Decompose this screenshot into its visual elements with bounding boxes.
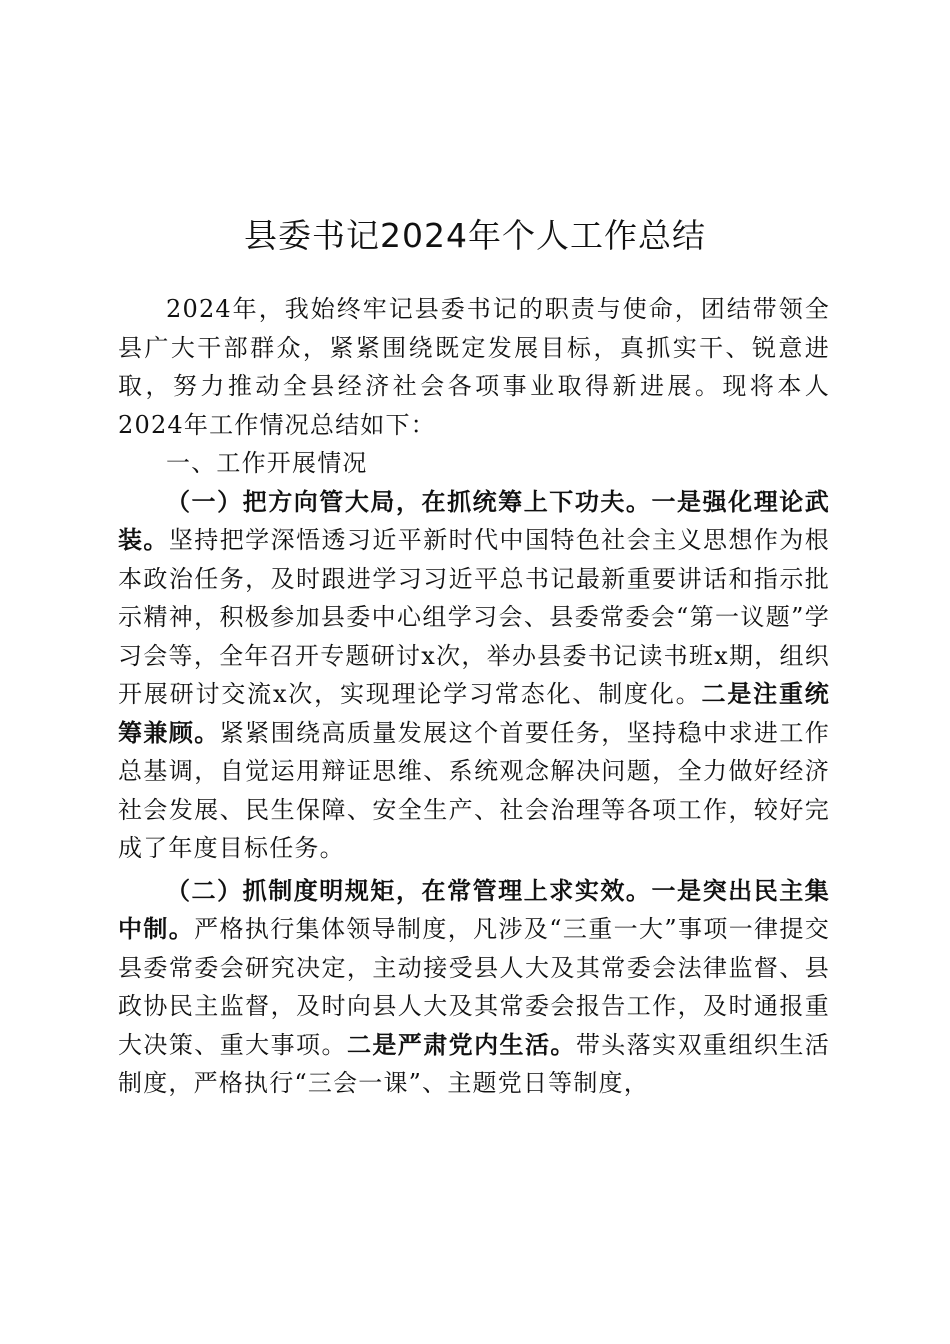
item-2-point-1-label: 一是突出民主集中制。 bbox=[118, 875, 830, 943]
paragraph-item-2 bbox=[118, 872, 830, 1103]
document-title: 县委书记2024年个人工作总结 bbox=[244, 216, 706, 255]
item-1-heading: （一）把方向管大局，在抓统筹上下功夫。 bbox=[166, 486, 652, 516]
item-2-point-2-label: 二是严肃党内生活。 bbox=[346, 1029, 576, 1059]
intro-paragraph: 2024年，我始终牢记县委书记的职责与使命，团结带领全县广大干部群众，紧紧围绕既定发展目标，真抓实干、锐意进取，努力推动全县经济社会各项事业取得新进展。现将本人2024年工作情况总结如下： bbox=[118, 295, 830, 439]
document-body bbox=[118, 290, 830, 1103]
item-1-point-1-label: 一是强化理论武装。 bbox=[118, 486, 830, 554]
section-heading-work-status: 一、工作开展情况 bbox=[166, 449, 368, 477]
paragraph-item-1 bbox=[118, 483, 830, 868]
item-2-heading: （二）抓制度明规矩，在常管理上求实效。 bbox=[166, 875, 652, 905]
item-1-point-2-text: 紧紧围绕高质量发展这个首要任务，坚持稳中求进工作总基调，自觉运用辩证思维、系统观念解决问题，全力做好经济社会发展、民生保障、安全生产、社会治理等各项工作，较好完成了年度目标任务。 bbox=[118, 718, 830, 862]
item-2-point-1-text: 严格执行集体领导制度，凡涉及“三重一大”事项一律提交县委常委会研究决定，主动接受县人大及其常委会法律监督、县政协民主监督，及时向县人大及其常委会报告工作，及时通报重大决策、重大事项。 bbox=[118, 915, 830, 1059]
item-1-point-1-text: 坚持把学深悟透习近平新时代中国特色社会主义思想作为根本政治任务，及时跟进学习习近平总书记最新重要讲话和指示批示精神，积极参加县委中心组学习会、县委常委会“第一议题”学习会等，全年召开专题研讨x次，举办县委书记读书班x期，组织开展研讨交流x次，实现理论学习常态化、制度化。 bbox=[118, 526, 830, 708]
item-2-point-2-text: 带头落实双重组织生活制度，严格执行“三会一课”、主题党日等制度， bbox=[118, 1030, 830, 1097]
item-1-point-2-label: 二是注重统筹兼顾。 bbox=[118, 679, 830, 747]
